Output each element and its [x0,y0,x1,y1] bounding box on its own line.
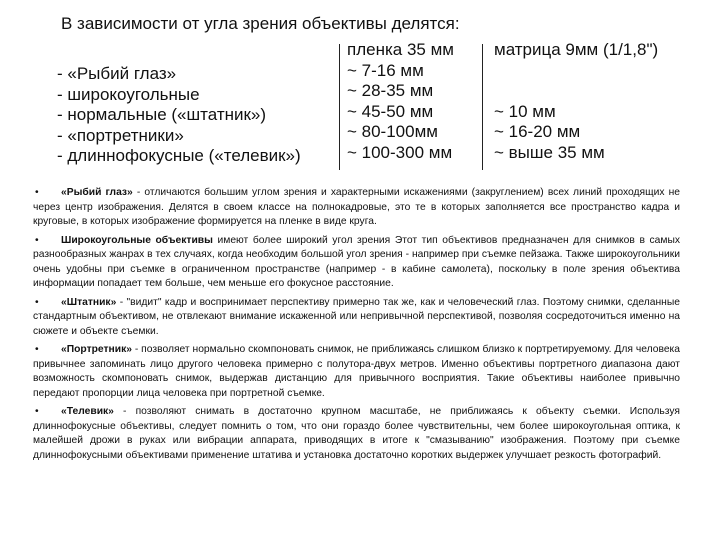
film-focal-range: ~ 7-16 мм [347,60,424,80]
note-wide-angle [33,234,680,292]
note-term: «Портретник» [61,344,132,355]
lens-notes [33,186,680,467]
column-divider [482,44,483,170]
note-text: имеют более широкий угол зрения Этот тип объективов предназначен для снимков в самых разнообразных жанрах в тех случаях, когда необходим большой угол зрения - например при съемке пейзажа. Также широкоугольники очень удобны при съемке в ограниченном пространстве (например - в кабине самолета), поскольку в поле зрения объектива информации попадает тем больше, чем меньше его фокусное расстояние. [33,234,680,289]
matrix-column-header: матрица 9мм (1/1,8") [494,40,659,59]
bullet-icon: • [35,344,39,355]
lens-type-name: - нормальные («штатник») [57,105,267,125]
matrix-focal-range [494,81,658,102]
column-divider [339,44,340,170]
film-focal-range: ~ 28-35 мм [347,81,434,101]
note-text: - позволяет нормально скомпоновать снимок, не приближаясь слишком близко к портретируемому. Для человека привычнее запоминать лицо другого человека примерно с полутора-двух метров. Именно объективы портретного диапазона дают возможность скомпоновать снимок, выдержав дистанцию для привычного восприятия. Такие объективы наиболее привычно передают пропорции лица человека при портретной съемке. [33,344,680,399]
note-text: - позволяют снимать в достаточно крупном масштабе, не приближаясь к объекту съемки. Используя длиннофокусные объективы, следует помнить о том, что они гораздо более чувствительны, чем более широкоугольная оптика, к малейшей дрожи в руках или вибрации аппарата, приводящих в итоге к "смазыванию" изображения. Поэтому при съемке длиннофокусными объективами применение штатива и установка достаточно коротких выдержек улучшает резкость фотографий. [33,406,680,461]
matrix-focal-range: ~ выше 35 мм [494,142,605,162]
matrix-column [494,40,658,164]
lens-type-name: - «портретники» [57,125,184,145]
film-focal-range: ~ 100-300 мм [347,142,453,162]
bullet-icon: • [35,187,39,198]
film-focal-range: ~ 80-100мм [347,122,438,142]
bullet-icon: • [35,296,39,308]
matrix-focal-range: ~ 10 мм [494,101,556,121]
note-fisheye [33,186,680,230]
lens-type-name: - «Рыбий глаз» [57,64,177,83]
note-standard [33,296,680,340]
film-column-header: пленка 35 мм [347,40,454,59]
lens-type-name: - широкоугольные [57,84,200,104]
note-text: - "видит" кадр и воспринимает перспективу примерно так же, как и человеческий глаз. Поэтому снимки, сделанные стандартным объективом, не отвлекают внимание искаженной или непривычной перспективой, позволяя сосредоточиться именно на сюжете и объекте съемки. [33,296,680,337]
page-heading: В зависимости от угла зрения объективы делятся: [61,14,460,33]
bullet-icon: • [35,406,39,417]
note-term: «Штатник» [61,296,117,308]
note-term: «Телевик» [61,406,114,417]
note-text: - отличаются большим углом зрения и характерными искажениями (закруглением) всех линий проходящих не через центр изображения. Делятся в своем классе на полнокадровые, это те в которых заполняется все пространство кадра и круговые, в которых изображение формируется на пленке в виде круга. [33,187,680,227]
lens-type-name: - длиннофокусные («телевик») [57,146,301,166]
film-column [347,40,454,164]
lens-type-column [57,64,301,167]
note-portrait [33,343,680,401]
matrix-focal-range: ~ 16-20 мм [494,122,581,142]
matrix-focal-range [494,61,658,82]
note-term: Широкоугольные объективы [61,234,213,246]
note-term: «Рыбий глаз» [61,187,133,198]
bullet-icon: • [35,234,39,246]
note-telephoto [33,405,680,463]
focal-length-table [57,40,697,170]
film-focal-range: ~ 45-50 мм [347,101,434,121]
